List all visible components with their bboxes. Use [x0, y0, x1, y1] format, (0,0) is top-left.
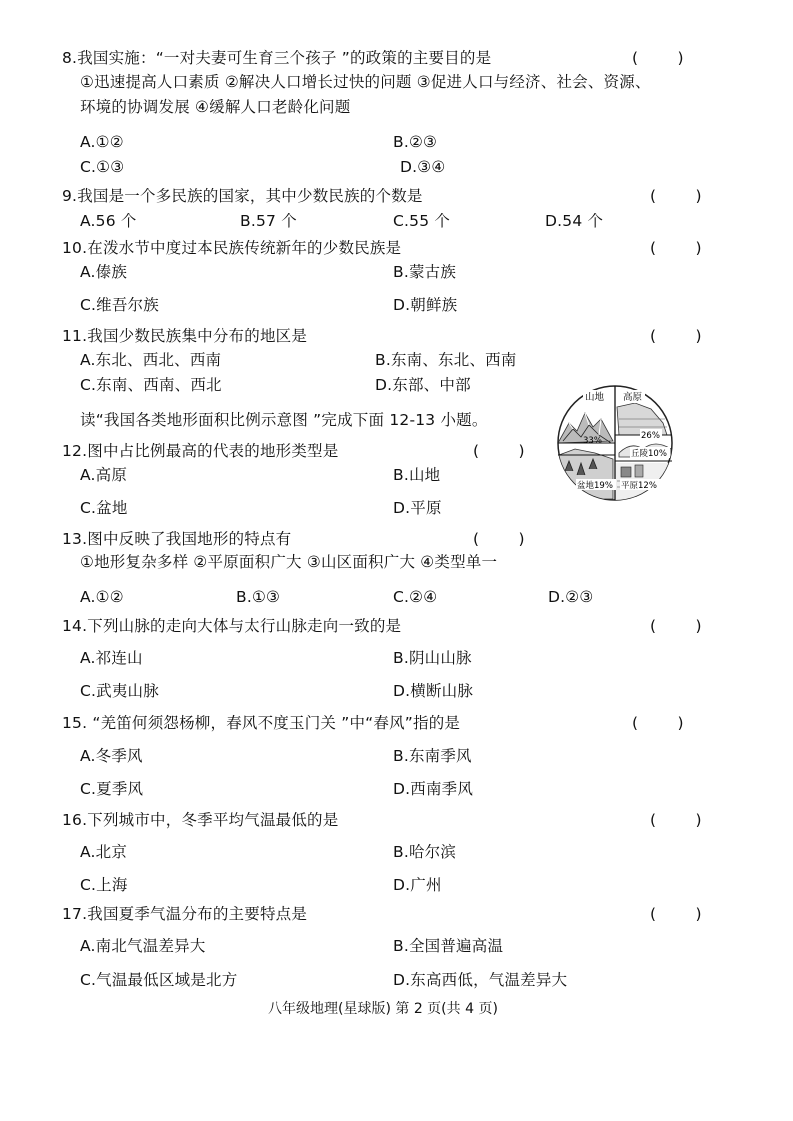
q10-stem: 10.在泼水节中度过本民族传统新年的少数民族是	[62, 239, 402, 257]
q13-option-d: D.②③	[548, 588, 594, 606]
q16-answer-blank: ( )	[650, 811, 702, 829]
reading-prompt: 读“我国各类地形面积比例示意图 ”完成下面 12-13 小题。	[80, 411, 488, 429]
label-basin: 盆地19%	[577, 481, 613, 491]
label-mountain-percent: 33%	[583, 436, 602, 446]
q15-option-a: A.冬季风	[80, 747, 143, 765]
q16-stem: 16.下列城市中，冬季平均气温最低的是	[62, 811, 339, 829]
q9-option-c: C.55 个	[393, 212, 451, 230]
q8-option-b: B.②③	[393, 133, 438, 151]
q13-option-b: B.①③	[236, 588, 281, 606]
q10-option-c: C.维吾尔族	[80, 296, 159, 314]
q16-option-a: A.北京	[80, 843, 128, 861]
q12-option-a: A.高原	[80, 466, 128, 484]
label-plain: 平原12%	[621, 481, 657, 491]
q9-answer-blank: ( )	[650, 187, 702, 205]
q12-option-b: B.山地	[393, 466, 441, 484]
q8-answer-blank: ( )	[632, 49, 684, 67]
q17-option-d: D.东高西低，气温差异大	[393, 971, 568, 989]
q15-option-c: C.夏季风	[80, 780, 144, 798]
q14-answer-blank: ( )	[650, 617, 702, 635]
q10-answer-blank: ( )	[650, 239, 702, 257]
q15-answer-blank: ( )	[632, 714, 684, 732]
q13-option-a: A.①②	[80, 588, 124, 606]
q16-option-d: D.广州	[393, 876, 442, 894]
q8-statements-1: ①迅速提高人口素质 ②解决人口增长过快的问题 ③促进人口与经济、社会、资源、	[80, 73, 651, 91]
label-mountain: 山地	[585, 392, 605, 403]
q11-stem: 11.我国少数民族集中分布的地区是	[62, 327, 308, 345]
q10-option-a: A.傣族	[80, 263, 128, 281]
q8-stem: 8.我国实施：“一对夫妻可生育三个孩子 ”的政策的主要目的是	[62, 49, 492, 67]
page-footer: 八年级地理(星球版) 第 2 页(共 4 页)	[268, 1001, 498, 1017]
q11-option-c: C.东南、西南、西北	[80, 376, 222, 394]
q14-option-b: B.阴山山脉	[393, 649, 472, 667]
q17-option-a: A.南北气温差异大	[80, 937, 206, 955]
q15-option-b: B.东南季风	[393, 747, 472, 765]
q11-option-b: B.东南、东北、西南	[375, 351, 517, 369]
terrain-proportion-figure	[555, 383, 675, 503]
q8-option-a: A.①②	[80, 133, 124, 151]
q13-statements: ①地形复杂多样 ②平原面积广大 ③山区面积广大 ④类型单一	[80, 553, 498, 571]
label-hill: 丘陵10%	[631, 449, 667, 459]
q14-option-a: A.祁连山	[80, 649, 143, 667]
q13-stem: 13.图中反映了我国地形的特点有	[62, 530, 292, 548]
q8-option-d: D.③④	[400, 158, 446, 176]
q12-stem: 12.图中占比例最高的代表的地形类型是	[62, 442, 339, 460]
q11-answer-blank: ( )	[650, 327, 702, 345]
q16-option-c: C.上海	[80, 876, 128, 894]
q12-option-d: D.平原	[393, 499, 442, 517]
q9-option-d: D.54 个	[545, 212, 604, 230]
q16-option-b: B.哈尔滨	[393, 843, 457, 861]
q14-option-d: D.横断山脉	[393, 682, 474, 700]
q9-stem: 9.我国是一个多民族的国家，其中少数民族的个数是	[62, 187, 423, 205]
q9-option-a: A.56 个	[80, 212, 137, 230]
q15-stem: 15. “羌笛何须怨杨柳，春风不度玉门关 ”中“春风”指的是	[62, 714, 461, 732]
q8-statements-2: 环境的协调发展 ④缓解人口老龄化问题	[80, 98, 351, 116]
q17-answer-blank: ( )	[650, 905, 702, 923]
q11-option-d: D.东部、中部	[375, 376, 471, 394]
q15-option-d: D.西南季风	[393, 780, 474, 798]
q13-option-c: C.②④	[393, 588, 438, 606]
q17-option-b: B.全国普遍高温	[393, 937, 504, 955]
label-plateau: 高原	[623, 392, 643, 403]
q8-option-c: C.①③	[80, 158, 125, 176]
q13-answer-blank: ( )	[473, 530, 525, 548]
q12-answer-blank: ( )	[473, 442, 525, 460]
q14-stem: 14.下列山脉的走向大体与太行山脉走向一致的是	[62, 617, 402, 635]
label-plateau-percent: 26%	[641, 431, 660, 441]
q11-option-a: A.东北、西北、西南	[80, 351, 222, 369]
q12-option-c: C.盆地	[80, 499, 128, 517]
q10-option-b: B.蒙古族	[393, 263, 457, 281]
q10-option-d: D.朝鲜族	[393, 296, 458, 314]
q17-stem: 17.我国夏季气温分布的主要特点是	[62, 905, 308, 923]
q14-option-c: C.武夷山脉	[80, 682, 159, 700]
q9-option-b: B.57 个	[240, 212, 297, 230]
q17-option-c: C.气温最低区域是北方	[80, 971, 238, 989]
